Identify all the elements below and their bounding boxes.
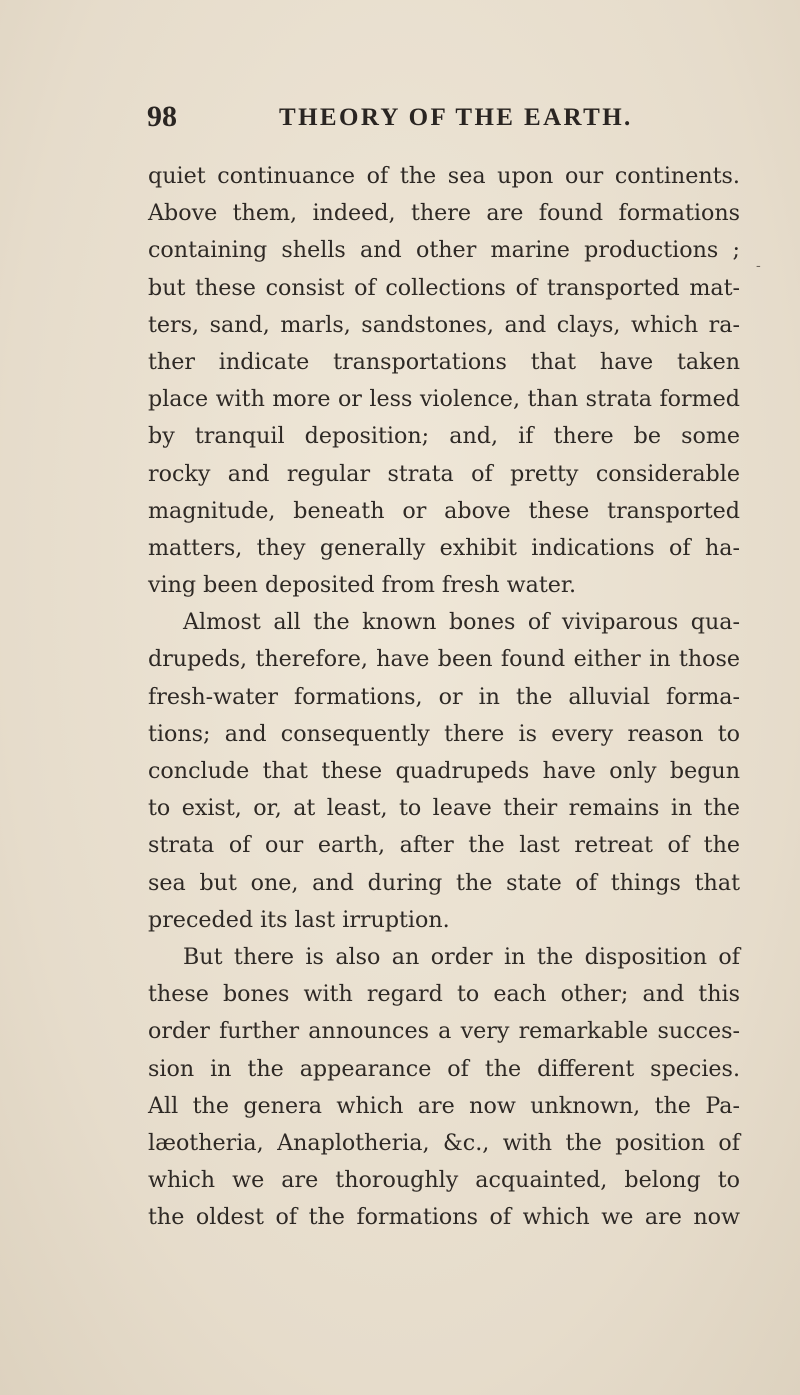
text-line: ters, sand, marls, sandstones, and clays, which ra- xyxy=(148,311,740,338)
page-header xyxy=(147,100,747,140)
text-line: conclude that these quadrupeds have only begun xyxy=(148,758,740,784)
text-line: quiet continuance of the sea upon our continents. xyxy=(148,163,740,189)
text-line: tions; and consequently there is every reason to xyxy=(148,720,740,747)
paragraph-start-line: Almost all the known bones of viviparous qua- xyxy=(183,609,740,636)
paragraph-end-line: ving been deposited from fresh water. xyxy=(148,572,577,599)
text-line: All the genera which are now unknown, the Pa- xyxy=(148,1092,740,1119)
text-line: drupeds, therefore, have been found either in those xyxy=(148,646,740,673)
text-line: these bones with regard to each other; and this xyxy=(148,981,740,1008)
text-line: sion in the appearance of the different species. xyxy=(148,1055,740,1082)
text-line: Above them, indeed, there are found formations xyxy=(148,200,740,227)
text-line: læotheria, Anaplotheria, &c., with the position of xyxy=(148,1129,740,1156)
text-line: fresh-water formations, or in the alluvial forma- xyxy=(148,683,740,710)
text-line: magnitude, beneath or above these transported xyxy=(148,497,740,524)
page-number: 98 xyxy=(147,100,177,133)
text-line: place with more or less violence, than strata formed xyxy=(148,386,740,413)
text-line: sea but one, and during the state of things that xyxy=(148,869,740,896)
text-line: order further announces a very remarkable succes- xyxy=(148,1018,740,1045)
text-line: to exist, or, at least, to leave their remains in the xyxy=(148,795,740,822)
paragraph-start-line: But there is also an order in the disposition of xyxy=(183,943,740,970)
margin-mark: - xyxy=(756,258,761,274)
text-line: rocky and regular strata of pretty considerable xyxy=(148,460,740,487)
text-line: containing shells and other marine productions ; xyxy=(148,237,740,264)
text-line: strata of our earth, after the last retreat of the xyxy=(148,832,740,859)
running-head: THEORY OF THE EARTH. xyxy=(279,104,633,131)
body-text xyxy=(148,158,740,1236)
text-line: the oldest of the formations of which we are now xyxy=(148,1204,740,1231)
text-line: matters, they generally exhibit indications of ha- xyxy=(148,534,740,561)
text-line: which we are thoroughly acquainted, belong to xyxy=(148,1167,740,1194)
text-line: ther indicate transportations that have taken xyxy=(148,348,740,375)
text-line: but these consist of collections of transported mat- xyxy=(148,274,740,301)
text-line: by tranquil deposition; and, if there be some xyxy=(148,423,740,450)
paragraph-end-line: preceded its last irruption. xyxy=(148,906,450,933)
